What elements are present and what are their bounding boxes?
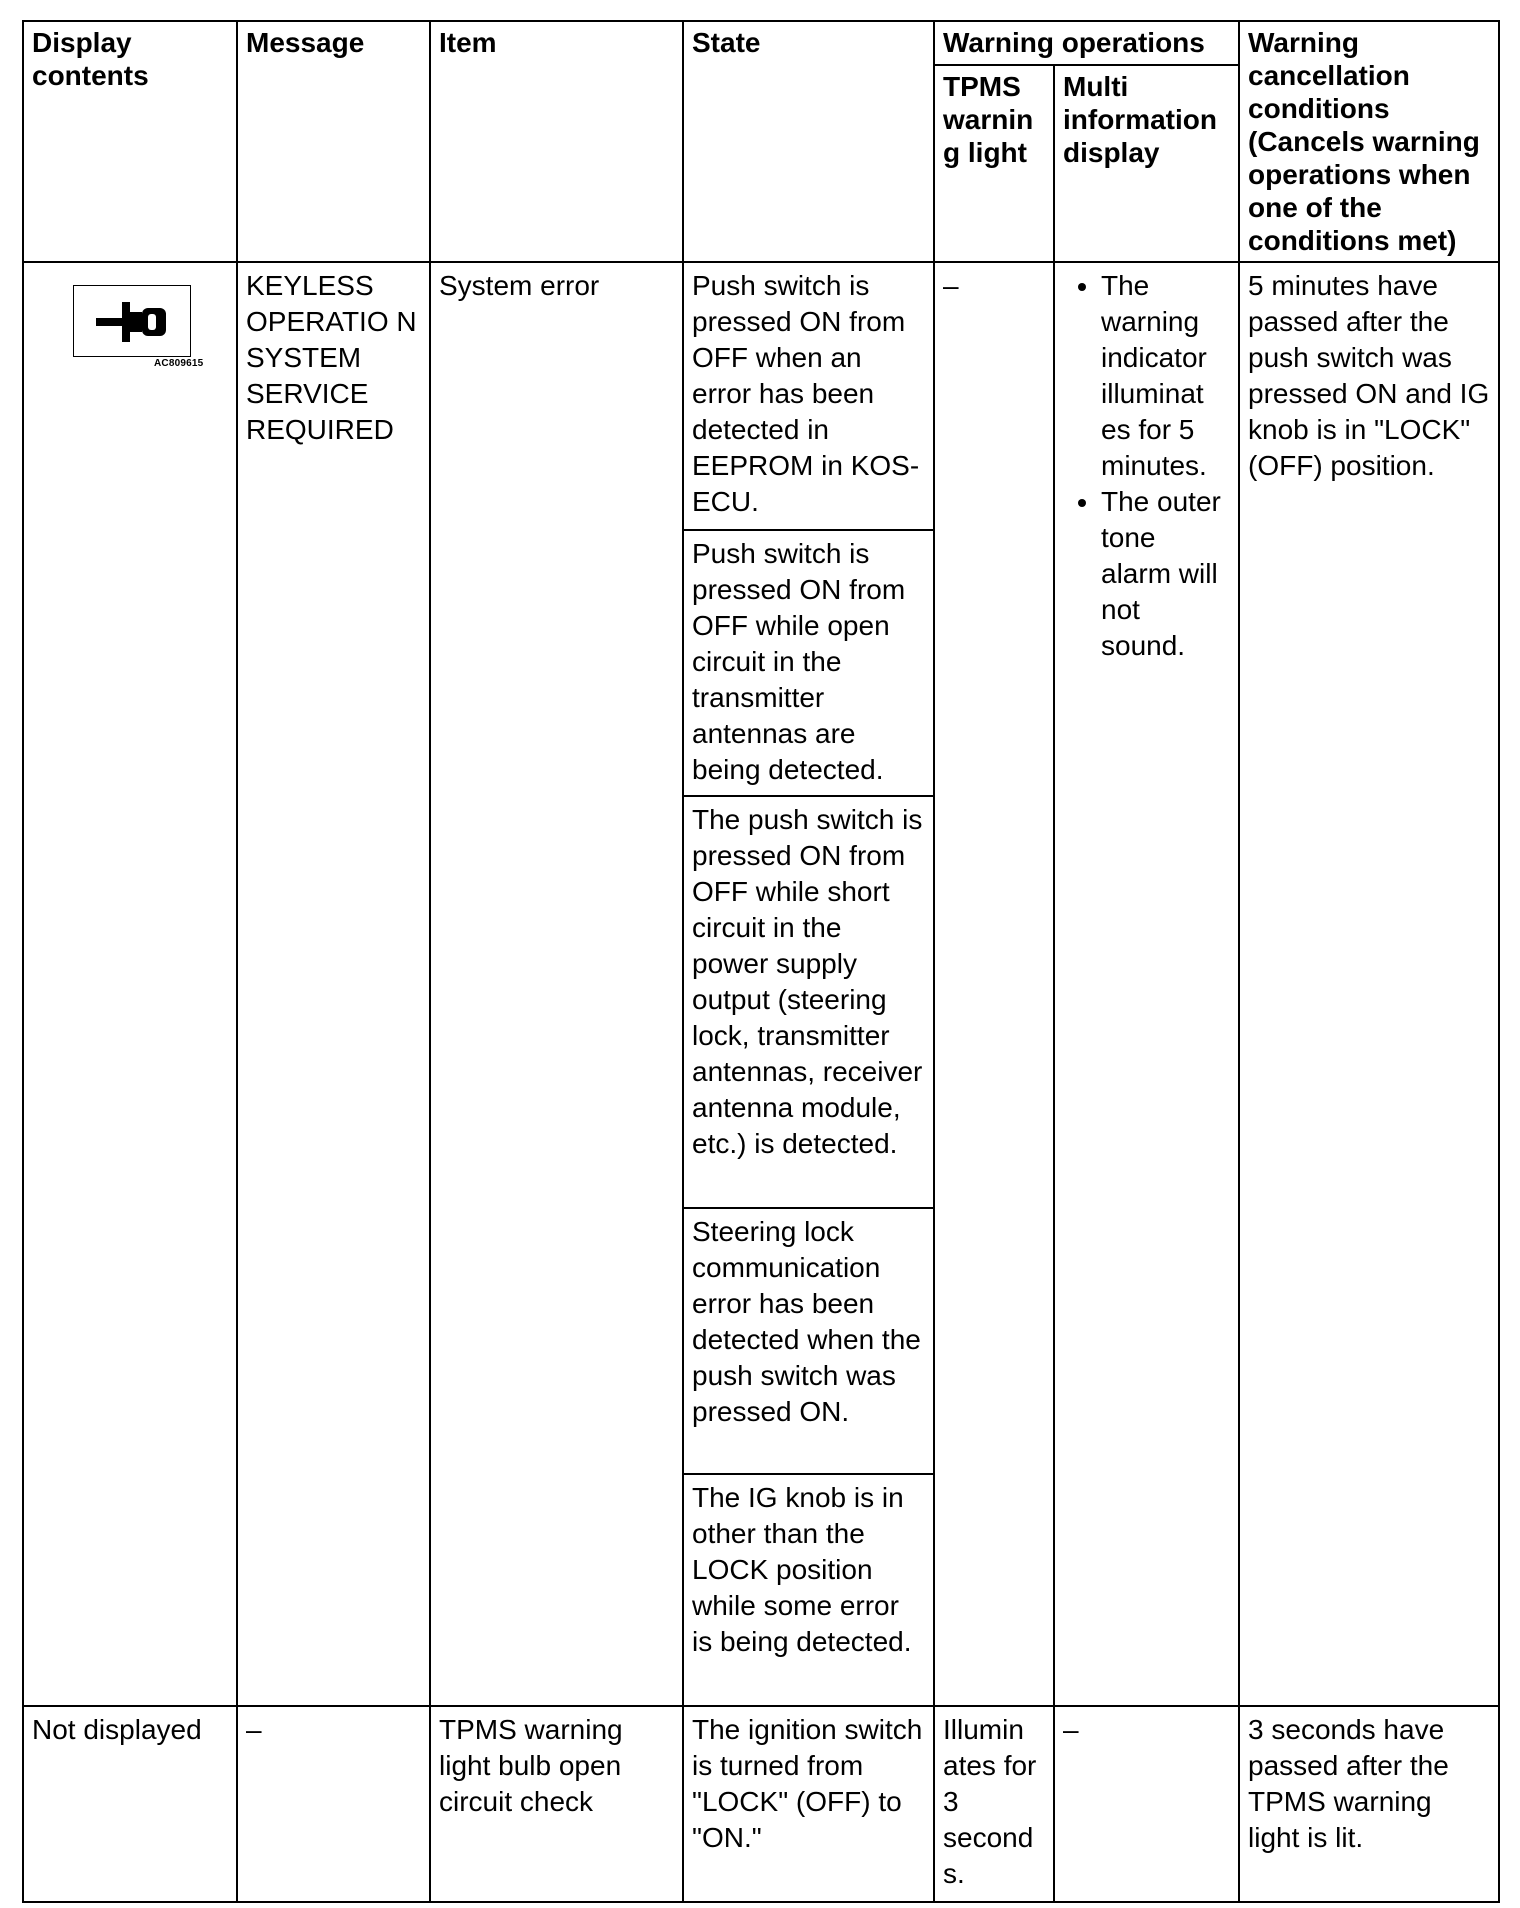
display-icon-frame xyxy=(73,285,191,357)
multi-display-cell xyxy=(1054,262,1239,1706)
header-display-contents: Display contents xyxy=(23,21,237,262)
keyless-key-icon xyxy=(92,296,172,348)
state-cell: Push switch is pressed ON from OFF while open circuit in the transmitter antennas are being detected. xyxy=(683,530,934,796)
header-warning-operations: Warning operations xyxy=(934,21,1239,65)
header-tpms-warning-light: TPMS warnin g light xyxy=(934,65,1054,262)
header-item: Item xyxy=(430,21,683,262)
tpms-cell: Illumin ates for 3 second s. xyxy=(934,1706,1054,1902)
header-multi-information-display: Multi information display xyxy=(1054,65,1239,262)
display-contents-cell xyxy=(23,262,237,1706)
item-cell: TPMS warning light bulb open circuit check xyxy=(430,1706,683,1902)
table-row xyxy=(23,262,1499,530)
header-cancellation: Warning cancellation conditions (Cancels warning operations when one of the conditions met) xyxy=(1239,21,1499,262)
header-state: State xyxy=(683,21,934,262)
cancellation-cell: 5 minutes have passed after the push switch was pressed ON and IG knob is in "LOCK" (OFF) position. xyxy=(1239,262,1499,1706)
list-item: • The warning indicator illuminat es for 5 minutes. xyxy=(1101,268,1230,484)
cancellation-cell: 3 seconds have passed after the TPMS warning light is lit. xyxy=(1239,1706,1499,1902)
state-cell: Push switch is pressed ON from OFF when an error has been detected in EEPROM in KOS-ECU. xyxy=(683,262,934,530)
warning-table xyxy=(22,20,1500,1903)
state-cell: The push switch is pressed ON from OFF while short circuit in the power supply output (steering lock, transmitter antennas, receiver antenna module, etc.) is detected. xyxy=(683,796,934,1208)
list-item: • The outer tone alarm will not sound. xyxy=(1101,484,1230,664)
multi-display-list xyxy=(1063,268,1230,664)
message-cell: – xyxy=(237,1706,430,1902)
state-cell: The IG knob is in other than the LOCK position while some error is being detected. xyxy=(683,1474,934,1706)
multi-display-cell: – xyxy=(1054,1706,1239,1902)
state-cell: Steering lock communication error has been detected when the push switch was pressed ON. xyxy=(683,1208,934,1474)
header-row xyxy=(23,21,1499,65)
state-cell: The ignition switch is turned from "LOCK" (OFF) to "ON." xyxy=(683,1706,934,1902)
tpms-cell: – xyxy=(934,262,1054,1706)
table-row xyxy=(23,1706,1499,1902)
icon-code: AC809615 xyxy=(154,358,204,369)
display-contents-cell: Not displayed xyxy=(23,1706,237,1902)
header-message: Message xyxy=(237,21,430,262)
message-cell: KEYLESS OPERATIO N SYSTEM SERVICE REQUIRED xyxy=(237,262,430,1706)
item-cell: System error xyxy=(430,262,683,1706)
